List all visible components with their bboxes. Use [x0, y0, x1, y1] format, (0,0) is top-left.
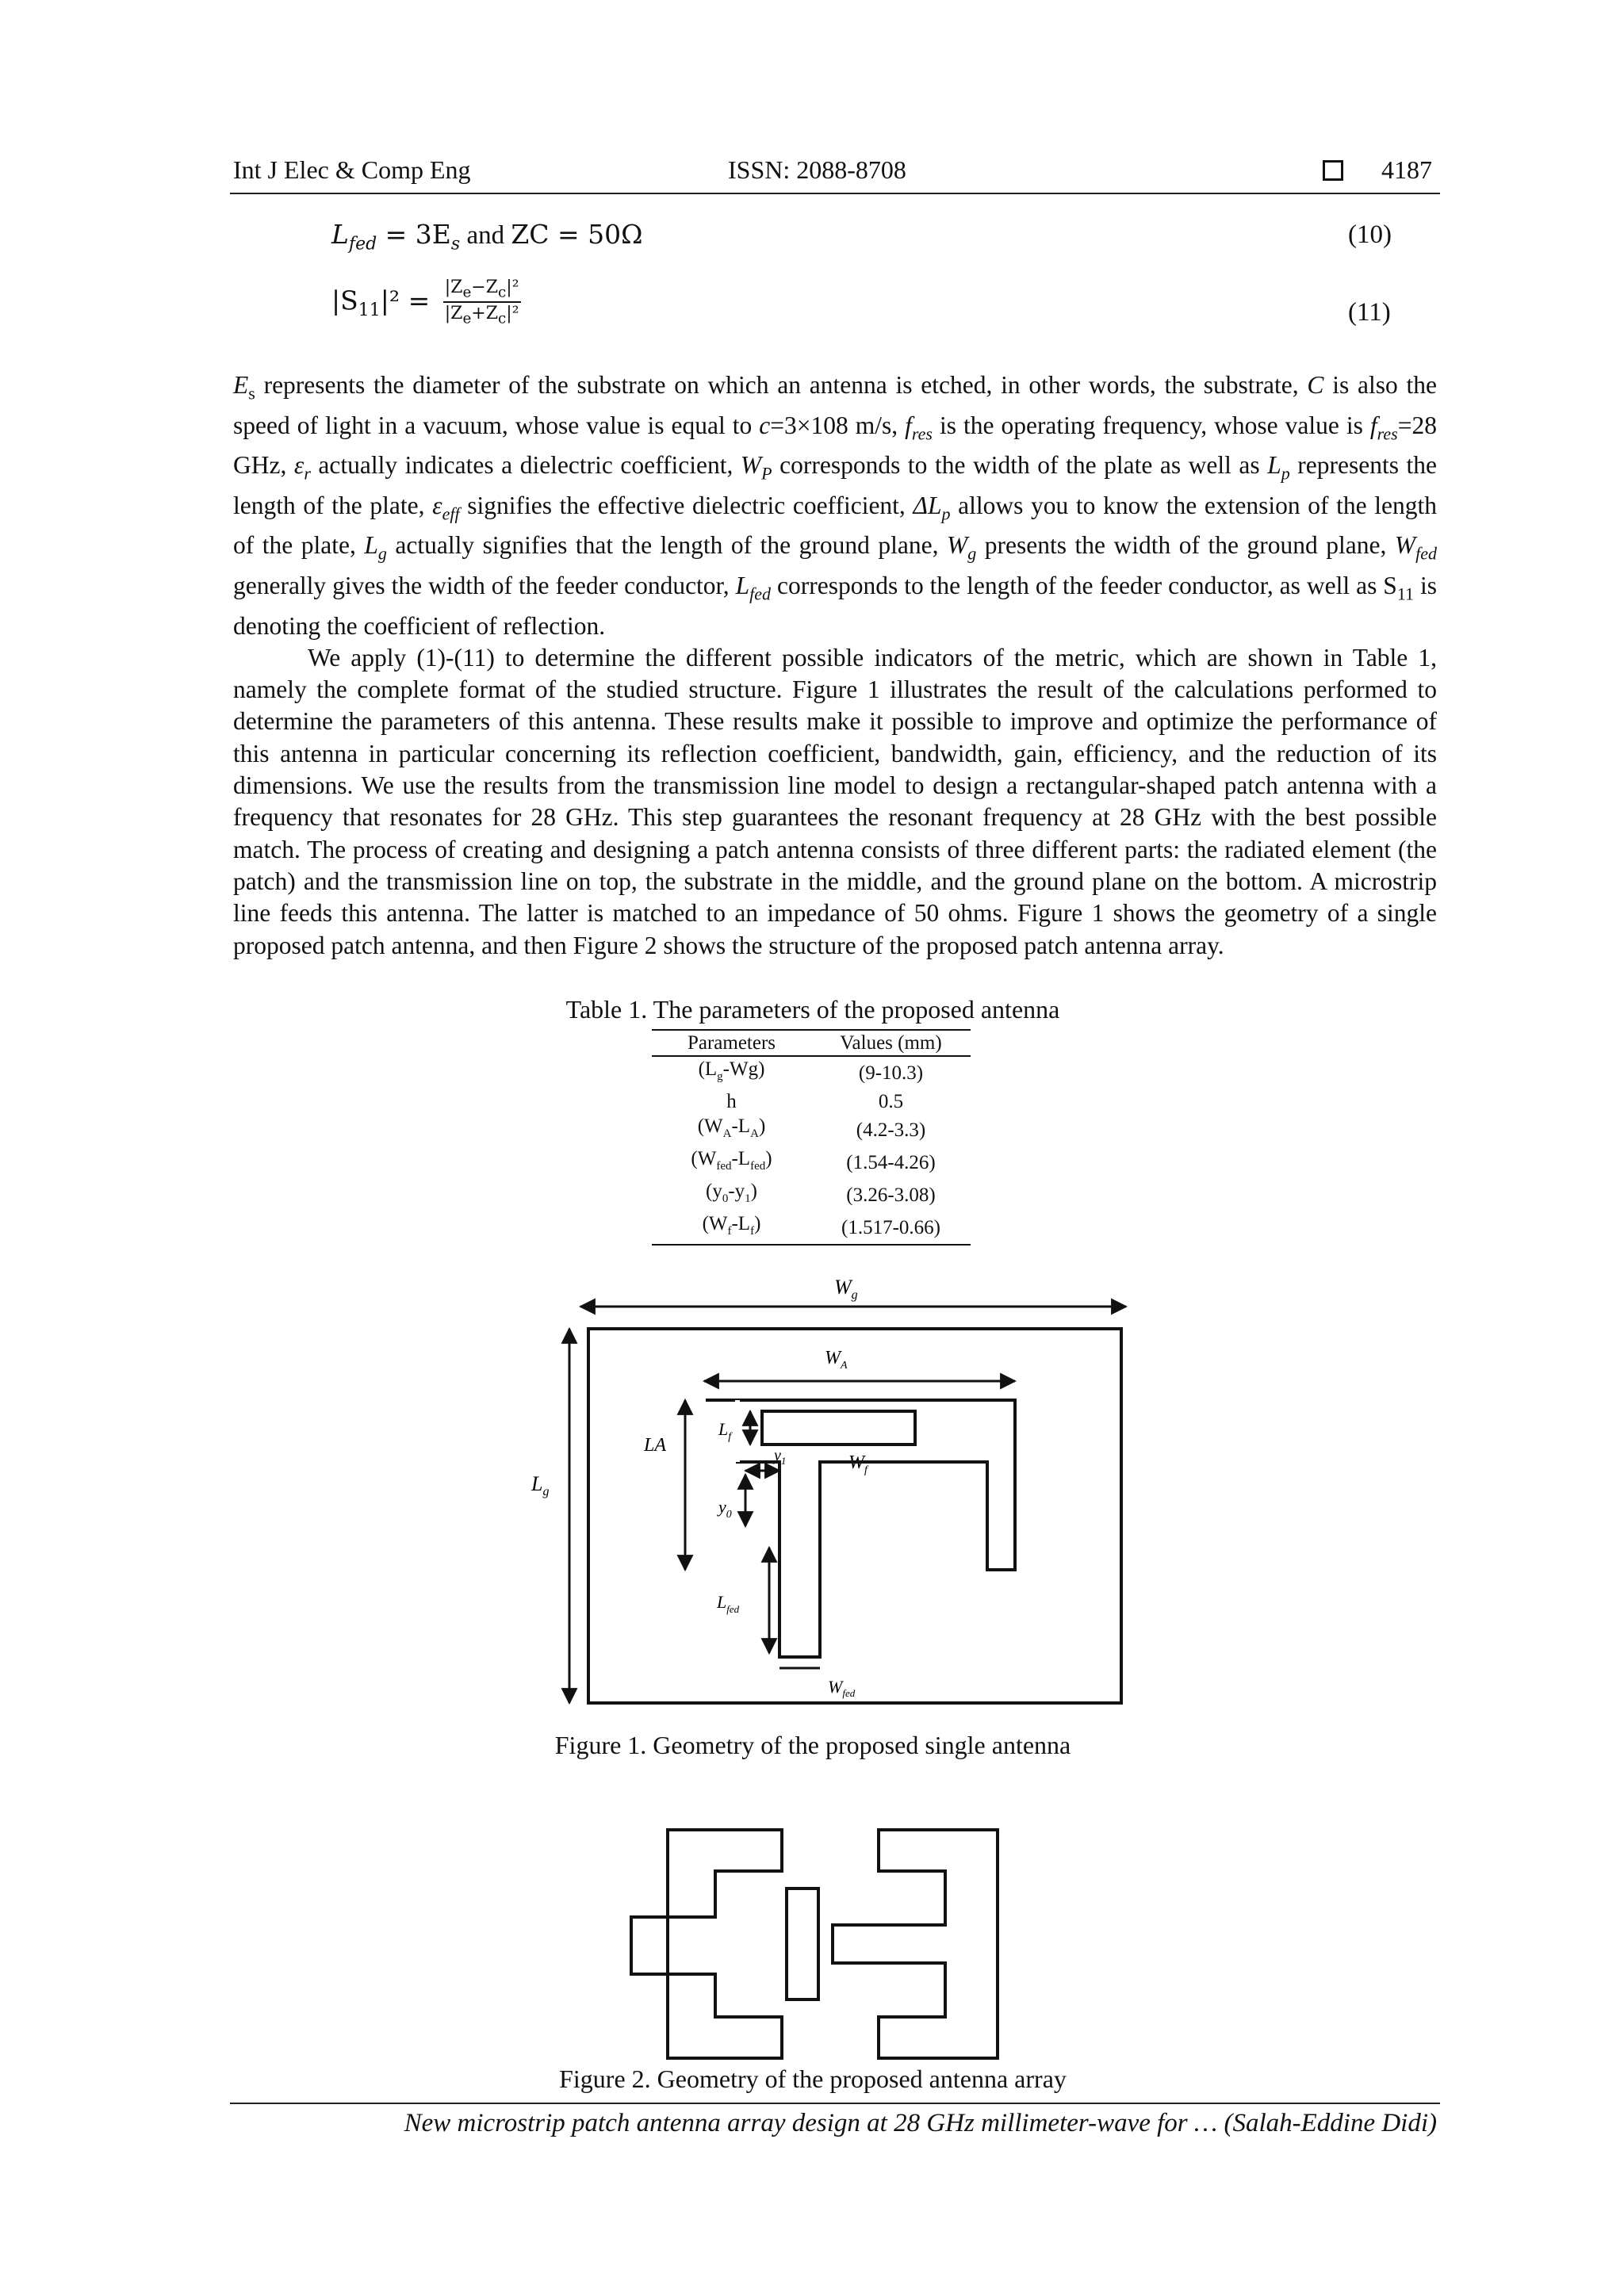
- equation-11-fraction: $\frac{|Z_e-Z_c|^2}{|Z_e+Z_c|^2}$: [444, 277, 519, 327]
- parameter-cell: $(W_A-L_A)$: [697, 1115, 766, 1140]
- label-lg: $L_g$: [531, 1472, 550, 1498]
- figure-2-caption: Figure 2. Geometry of the proposed antenna array: [559, 2064, 1067, 2093]
- value-cell: (4.2-3.3): [856, 1119, 926, 1141]
- paragraph-segment: W: [1394, 531, 1416, 560]
- paragraph-segment: generally gives the width of the feeder conductor,: [233, 571, 736, 599]
- label-y0: $y_0$: [718, 1497, 732, 1521]
- value-cell: (9-10.3): [858, 1062, 924, 1084]
- label-wfed: $W_{fed}$: [828, 1677, 856, 1699]
- header-rule: [230, 193, 1440, 194]
- parameter-cell: $(W_{fed}-L_{fed})$: [691, 1148, 772, 1173]
- paragraph-segment: p: [941, 503, 951, 524]
- running-footer: New microstrip patch antenna array design at 28 GHz millimeter-wave for … (Salah-Eddine Didi): [404, 2109, 1437, 2137]
- paragraph-design-method: We apply (1)-(11) to determine the different possible indicators of the metric, which are shown in Table 1, namely the complete format of the studied structure. Figure 1 illustrates the result of the calculations performed to determine the parameters of this antenna. These results make it possible to improve and optimize the performance of this antenna in particular concerning its reflection coefficient, bandwidth, gain, efficiency, and the reduction of its dimensions. We use the results from the transmission line model to design a rectangular-shaped patch antenna with a frequency that resonates for 28 GHz. This step guarantees the resonant frequency at 28 GHz with the best possible match. The process of creating and designing a patch antenna consists of three different parts: the radiated element (the patch) and the transmission line on top, the substrate in the middle, and the ground plane on the bottom. A microstrip line feeds this antenna. The latter is matched to an impedance of 50 ohms. Figure 1 shows the geometry of a single proposed patch antenna, and then Figure 2 shows the structure of the proposed patch antenna array.: [233, 643, 1437, 959]
- label-wa: $W_A$: [825, 1348, 848, 1372]
- table-row: [652, 1211, 971, 1245]
- paragraph-segment: r: [304, 463, 311, 484]
- paragraph-variable-definitions: [233, 369, 1437, 642]
- paragraph-segment: 11: [1396, 584, 1415, 604]
- body-text: [233, 369, 1437, 962]
- paragraph-segment: f: [1369, 411, 1377, 439]
- center-slot-rect: [787, 1888, 818, 1999]
- parameter-cell: $(y_0-y_1)$: [706, 1181, 757, 1205]
- label-y1: $y_1$: [774, 1447, 787, 1467]
- paragraph-segment: L: [735, 571, 750, 599]
- equation-11-number: (11): [1348, 298, 1391, 327]
- paragraph-segment: ΔL: [913, 491, 942, 519]
- paragraph-segment: represents the length of the plate,: [233, 451, 1437, 519]
- figure-1-clean: [508, 1253, 1158, 1712]
- paragraph-segment: g: [967, 543, 977, 564]
- left-patch-outline: [631, 1830, 782, 2058]
- running-header-journal: Int J Elec & Comp Eng: [233, 155, 471, 184]
- paragraph-segment: P: [761, 463, 772, 484]
- table-row: [652, 1179, 971, 1211]
- parameter-cell: $(W_f-L_f)$: [652, 1211, 811, 1245]
- equation-10-number: (10): [1348, 220, 1392, 249]
- label-wf: $W_f$: [848, 1452, 868, 1476]
- table-header-parameters: Parameters: [652, 1030, 811, 1056]
- paragraph-segment: p: [1281, 463, 1290, 484]
- paragraph-segment: is the operating frequency, whose value is: [932, 411, 1370, 439]
- paragraph-segment: eff: [442, 503, 460, 524]
- paragraph-segment: E: [233, 371, 249, 399]
- paragraph-segment: g: [377, 543, 387, 564]
- paragraph-segment: res: [1377, 423, 1398, 443]
- label-lfed: $L_{fed}$: [717, 1592, 740, 1615]
- paragraph-segment: corresponds to the width of the plate as well as: [772, 451, 1268, 480]
- paragraph-segment: W: [740, 451, 762, 480]
- paragraph-segment: is denoting the coefficient of reflection.: [233, 571, 1437, 640]
- value-cell: (1.54-4.26): [846, 1152, 936, 1173]
- paragraph-segment: fed: [1415, 543, 1437, 564]
- paragraph-segment: L: [364, 531, 378, 560]
- paragraph-segment: presents the width of the ground plane,: [976, 531, 1395, 560]
- paragraph-segment: s: [248, 383, 255, 404]
- paragraph-segment: f: [905, 411, 912, 439]
- paragraph-segment: allows you to know the extension of the length of the plate,: [233, 491, 1438, 560]
- table-1: [652, 1029, 971, 1246]
- right-patch-outline: [833, 1830, 998, 2058]
- paragraph-segment: ε: [432, 491, 442, 519]
- table-header-values: Values (mm): [811, 1030, 971, 1056]
- table-row: [652, 1056, 971, 1089]
- paragraph-segment: represents the diameter of the substrate on which an antenna is etched, in other words, the substrate,: [255, 371, 1308, 399]
- footer-rule: [230, 2103, 1440, 2104]
- page-number: 4187: [1381, 155, 1432, 184]
- figure-2-diagram: [603, 1823, 1031, 2069]
- parameter-cell: h: [726, 1091, 737, 1112]
- parameter-cell: $(L_g-Wg)$: [698, 1058, 765, 1083]
- paragraph-segment: actually signifies that the length of the ground plane,: [386, 531, 947, 560]
- equation-10: $L_{fed} = 3E_s$ and ZC = 50Ω: [331, 219, 643, 254]
- table-row: [652, 1146, 971, 1179]
- paragraph-segment: C: [1307, 371, 1324, 399]
- paragraph-segment: =3×108 m/s,: [770, 411, 906, 439]
- label-wg: $W_g$: [834, 1276, 858, 1302]
- paragraph-segment: signifies the effective dielectric coefficient,: [459, 491, 914, 519]
- table-1-caption: Table 1. The parameters of the proposed antenna: [565, 995, 1060, 1024]
- label-la: LA: [644, 1435, 667, 1456]
- paragraph-segment: c: [759, 411, 771, 439]
- paragraph-segment: res: [911, 423, 933, 443]
- figure-1-caption: Figure 1. Geometry of the proposed single antenna: [554, 1731, 1071, 1759]
- paragraph-segment: ε: [293, 451, 304, 480]
- paragraph-segment: actually indicates a dielectric coefficient,: [310, 451, 741, 480]
- inset-slot-rect: [762, 1411, 915, 1445]
- paragraph-segment: W: [946, 531, 968, 560]
- equation-11: $|S_{11}|^2$ = $\frac{|Z_e-Z_c|^2}{|Z_e+Z_c|^2}$: [331, 277, 519, 327]
- paragraph-segment: =28 GHz,: [233, 411, 1437, 480]
- paragraph-segment: fed: [749, 584, 772, 604]
- value-cell: (1.517-0.66): [811, 1211, 971, 1245]
- running-header-issn: ISSN: 2088-8708: [728, 155, 906, 184]
- value-cell: 0.5: [878, 1091, 904, 1112]
- table-row: [652, 1089, 971, 1114]
- value-cell: (3.26-3.08): [846, 1184, 936, 1206]
- label-lf: $L_f$: [718, 1419, 732, 1443]
- square-bullet-icon: [1323, 160, 1343, 181]
- table-row: [652, 1114, 971, 1146]
- paragraph-segment: corresponds to the length of the feeder conductor, as well as S: [771, 571, 1397, 599]
- paragraph-segment: is also the speed of light in a vacuum, whose value is equal to: [233, 371, 1437, 439]
- paragraph-segment: L: [1267, 451, 1281, 480]
